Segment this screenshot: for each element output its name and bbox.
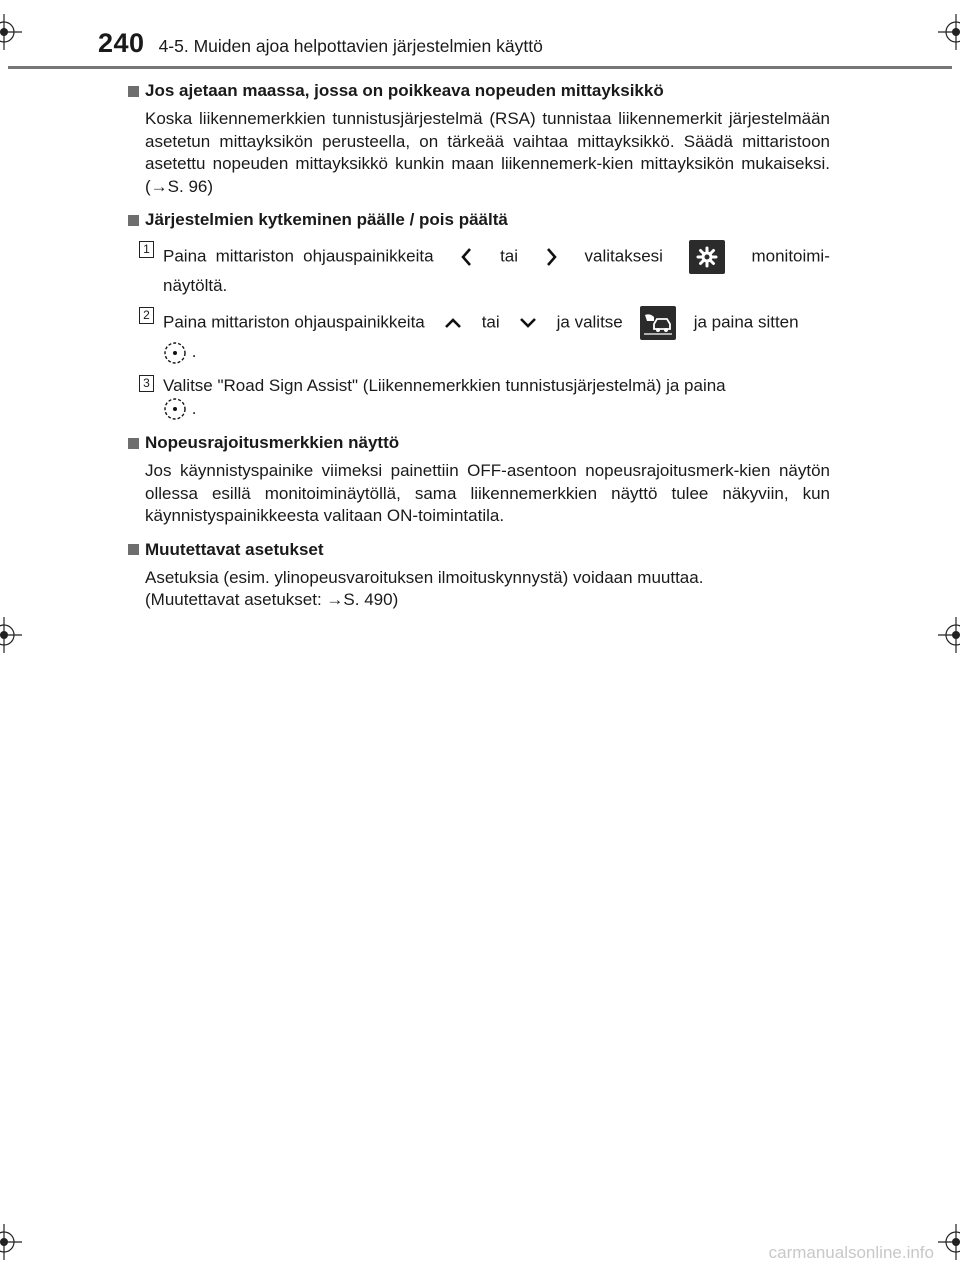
section-heading-text: Jos ajetaan maassa, jossa on poikkeava nopeuden mittayksikkö bbox=[145, 81, 664, 100]
step-number-badge: 3 bbox=[139, 375, 154, 392]
section-paragraph: Koska liikennemerkkien tunnistusjärjestelmä (RSA) tunnistaa liikennemerkit järjestelmään asetetun mittayksikön perusteella, on tärkeää vaihtaa mittayksikkö. Säädä mittaristoon asetettu nopeuden mittayksikkö kunkin maan liikennemerk-kien mittayksikön mukaiseksi. (→S. 96) bbox=[145, 109, 830, 196]
bullet-square-icon bbox=[128, 544, 139, 555]
chevron-right-icon bbox=[544, 246, 558, 268]
watermark: carmanualsonline.info bbox=[768, 1243, 934, 1262]
section-heading-text: Muutettavat asetukset bbox=[145, 539, 324, 559]
section-unit-change bbox=[126, 80, 830, 198]
section-speed-sign-display bbox=[126, 432, 830, 528]
registration-mark-mid-left bbox=[0, 617, 22, 653]
section-heading bbox=[126, 432, 830, 454]
header-divider bbox=[8, 66, 952, 69]
step-text: monitoimi-näytöltä. bbox=[163, 246, 830, 295]
section-system-toggle bbox=[126, 209, 830, 421]
step-number-badge: 2 bbox=[139, 307, 154, 324]
bullet-square-icon bbox=[128, 438, 139, 449]
page-content bbox=[126, 80, 830, 623]
chevron-left-icon bbox=[460, 246, 474, 268]
paragraph-line: (Muutettavat asetukset: →S. 490) bbox=[145, 590, 399, 610]
step-text: . bbox=[191, 342, 197, 361]
chevron-down-icon bbox=[517, 316, 539, 330]
step-text: ja paina sitten bbox=[693, 312, 799, 332]
step-text: valitaksesi bbox=[584, 246, 663, 266]
step-text: Paina mittariston ohjauspainikkeita bbox=[163, 246, 434, 266]
page-header bbox=[98, 28, 543, 64]
page-number: 240 bbox=[98, 28, 145, 58]
step-text: Paina mittariston ohjauspainikkeita bbox=[163, 312, 425, 332]
step-text: tai bbox=[500, 246, 519, 266]
step-1 bbox=[143, 240, 830, 297]
section-heading bbox=[126, 209, 830, 231]
registration-mark-top-right bbox=[938, 14, 960, 50]
registration-mark-bottom-left bbox=[0, 1224, 22, 1260]
section-heading-text: Nopeusrajoitusmerkkien näyttö bbox=[145, 433, 400, 453]
gear-icon bbox=[689, 240, 725, 274]
section-heading bbox=[126, 80, 830, 102]
chapter-title: 4-5. Muiden ajoa helpottavien järjestelmien käyttö bbox=[158, 36, 543, 56]
driving-assist-icon bbox=[640, 306, 676, 340]
section-heading-text: Järjestelmien kytkeminen päälle / pois päältä bbox=[145, 210, 508, 229]
registration-mark-bottom-right bbox=[938, 1224, 960, 1260]
registration-mark-top-left bbox=[0, 14, 22, 50]
section-paragraph: Jos käynnistyspainike viimeksi painettiin OFF-asentoon nopeusrajoitusmerk-kien näytön ollessa esillä monitoiminäytöllä, sama liikennemerkkien näyttö tulee näkyviin, kun käynnistyspainikkeesta valitaan ON-toimintatila. bbox=[145, 461, 830, 526]
registration-mark-mid-right bbox=[938, 617, 960, 653]
bullet-square-icon bbox=[128, 215, 139, 226]
step-text: tai bbox=[481, 312, 500, 332]
bullet-square-icon bbox=[128, 86, 139, 97]
ok-button-icon bbox=[163, 341, 187, 365]
section-customizable-settings bbox=[126, 539, 830, 612]
ok-button-icon bbox=[163, 397, 187, 421]
step-3 bbox=[143, 374, 830, 422]
step-2 bbox=[143, 306, 830, 365]
paragraph-line: Asetuksia (esim. ylinopeusvaroituksen ilmoituskynnystä) voidaan muuttaa. bbox=[145, 567, 704, 587]
chevron-up-icon bbox=[442, 316, 464, 330]
section-paragraph bbox=[145, 567, 830, 612]
section-heading bbox=[126, 539, 830, 561]
step-text: ja valitse bbox=[556, 312, 623, 332]
step-text: . bbox=[191, 398, 197, 418]
step-text: Valitse "Road Sign Assist" (Liikennemerkkien tunnistusjärjestelmä) ja paina bbox=[163, 375, 726, 395]
step-number-badge: 1 bbox=[139, 241, 154, 258]
